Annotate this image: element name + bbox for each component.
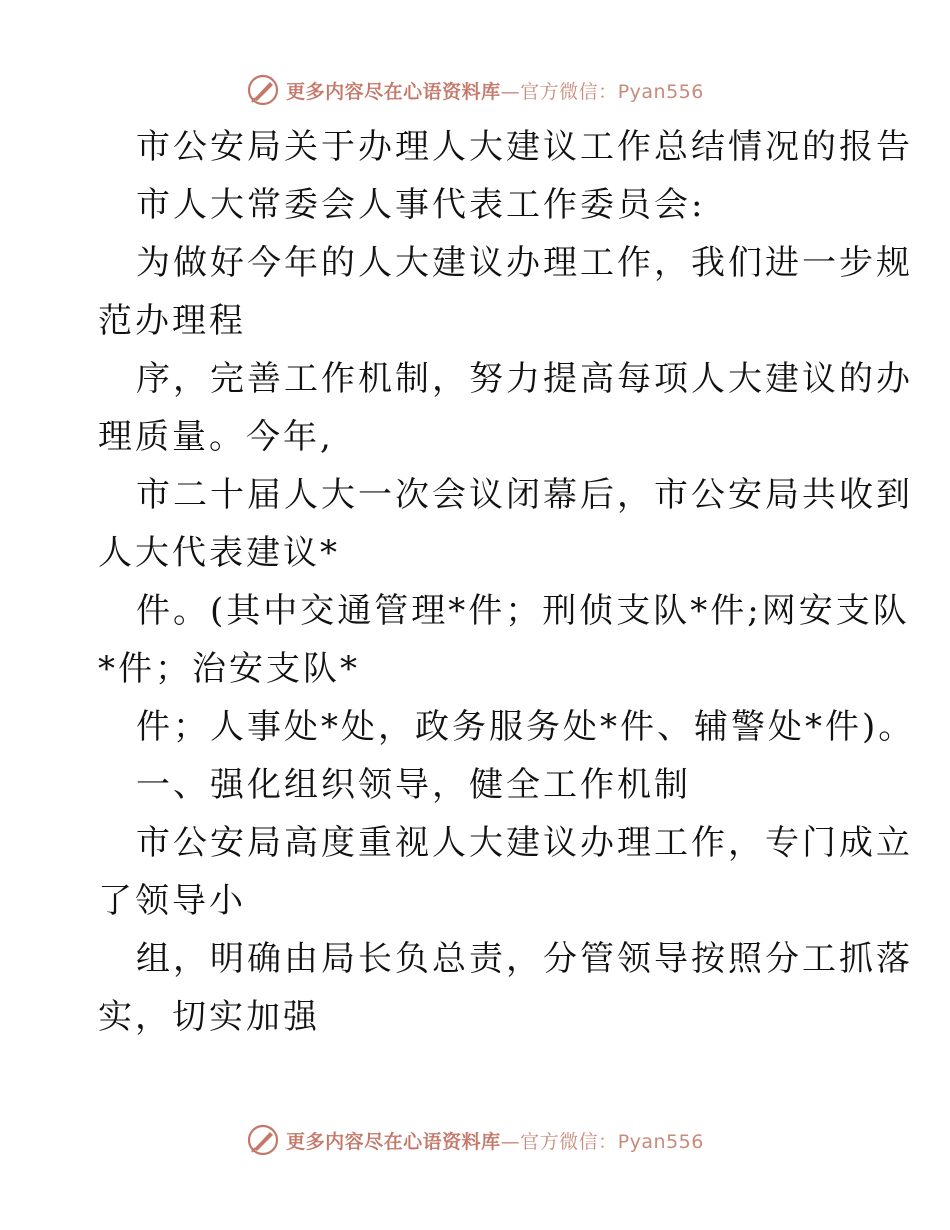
document-line: 组，明确由局长负总责，分管领导按照分工抓落 — [136, 939, 913, 979]
document-line: 实，切实加强 — [98, 997, 320, 1037]
document-line: 理质量。今年, — [98, 417, 334, 457]
watermark-wechat-label: 官方微信： — [520, 80, 618, 103]
document-line: 为做好今年的人大建议办理工作，我们进一步规 — [136, 243, 913, 283]
document-line: 件；人事处*处，政务服务处*件、辅警处*件)。 — [136, 707, 916, 747]
watermark-separator: — — [500, 1130, 521, 1153]
document-line: 人大代表建议* — [98, 533, 340, 573]
watermark-brand: 更多内容尽在心语资料库 — [286, 80, 501, 103]
document-line: 件。(其中交通管理*件；刑侦支队*件;网安支队 — [136, 591, 910, 631]
header-watermark — [0, 70, 950, 110]
quill-circle-icon — [246, 73, 280, 107]
document-line: 市公安局高度重视人大建议办理工作，专门成立 — [136, 823, 913, 863]
footer-watermark — [0, 1120, 950, 1160]
watermark-brand: 更多内容尽在心语资料库 — [286, 1130, 501, 1153]
watermark-text — [286, 1127, 704, 1154]
document-line: 范办理程 — [98, 301, 246, 341]
document-line: 市二十届人大一次会议闭幕后，市公安局共收到 — [136, 475, 913, 515]
section-heading: 一、强化组织领导，健全工作机制 — [136, 765, 691, 805]
document-line: 序，完善工作机制，努力提高每项人大建议的办 — [136, 359, 913, 399]
watermark-wechat-label: 官方微信： — [520, 1130, 618, 1153]
quill-circle-icon — [246, 1123, 280, 1157]
document-body — [98, 118, 916, 1046]
watermark-text — [286, 77, 704, 104]
watermark-separator: — — [500, 80, 521, 103]
watermark-wechat-id: Pyan556 — [617, 1130, 704, 1153]
document-line: *件；治安支队* — [98, 649, 360, 689]
document-line: 了领导小 — [98, 881, 246, 921]
watermark-wechat-id: Pyan556 — [617, 80, 704, 103]
document-title: 市公安局关于办理人大建议工作总结情况的报告 — [136, 127, 913, 167]
document-addressee: 市人大常委会人事代表工作委员会: — [136, 185, 706, 225]
